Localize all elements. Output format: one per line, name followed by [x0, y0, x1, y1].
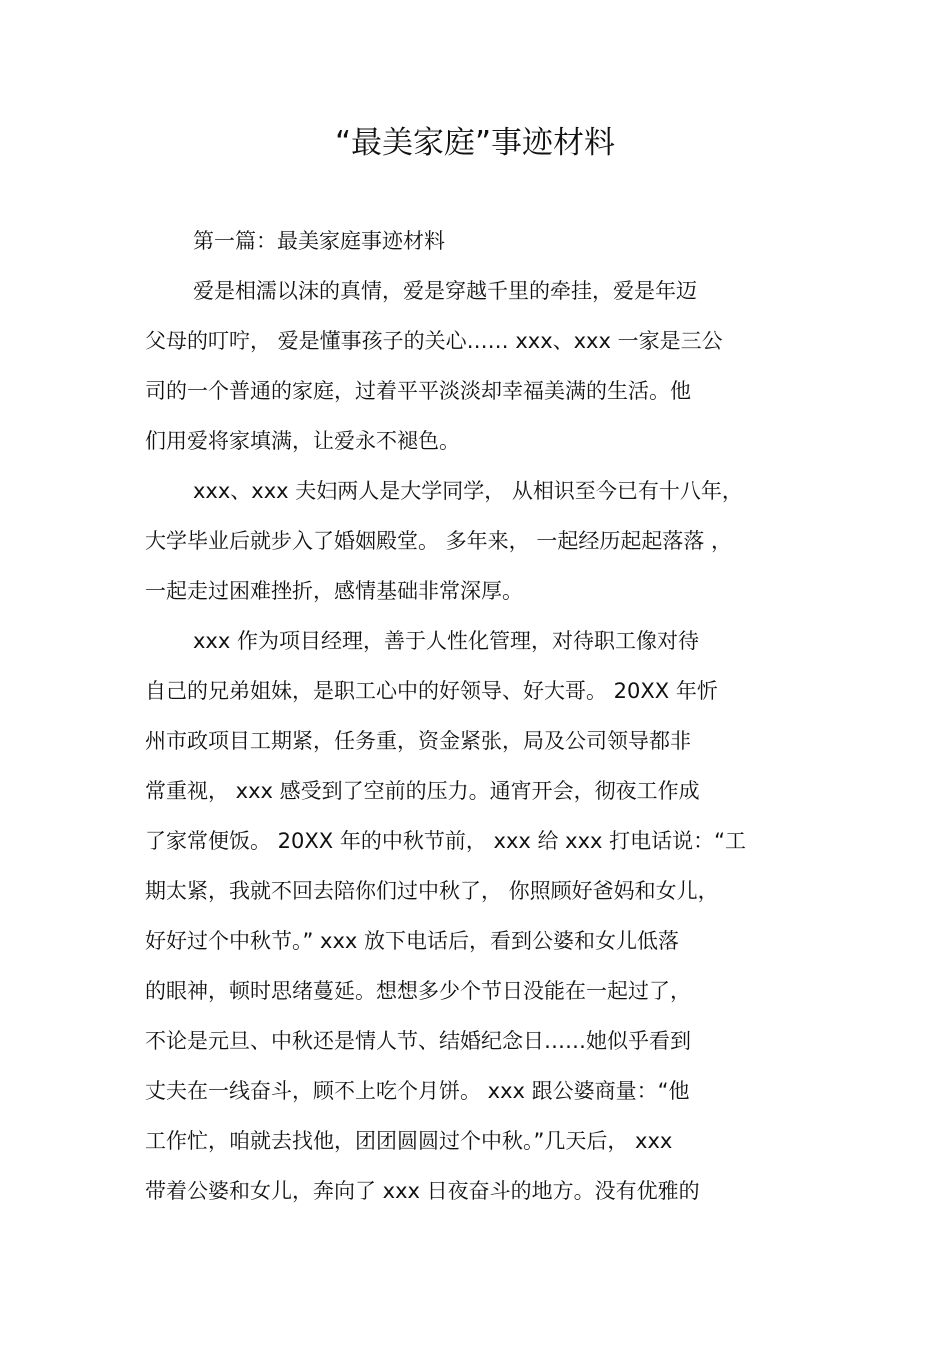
paragraph-line: 不论是元旦、中秋还是情人节、结婚纪念日……她似乎看到 — [145, 1029, 691, 1053]
paragraph-line: xxx、xxx 夫妇两人是大学同学， 从相识至今已有十八年， — [193, 479, 743, 503]
paragraph-line: 一起走过困难挫折，感情基础非常深厚。 — [145, 579, 523, 603]
paragraph-line: 的眼神，顿时思绪蔓延。想想多少个节日没能在一起过了， — [145, 979, 691, 1003]
paragraph-line: 司的一个普通的家庭，过着平平淡淡却幸福美满的生活。他 — [145, 379, 691, 403]
document-title: “最美家庭”事迹材料 — [334, 125, 616, 161]
paragraph-line: 丈夫在一线奋斗，顾不上吃个月饼。 xxx 跟公婆商量：“他 — [145, 1079, 690, 1103]
paragraph-line: 常重视， xxx 感受到了空前的压力。通宵开会，彻夜工作成 — [145, 779, 700, 803]
paragraph-line: 好好过个中秋节。” xxx 放下电话后，看到公婆和女儿低落 — [145, 929, 680, 953]
paragraph-line: 期太紧，我就不回去陪你们过中秋了， 你照顾好爸妈和女儿， — [145, 879, 719, 903]
paragraph-line: 们用爱将家填满，让爱永不褪色。 — [145, 429, 460, 453]
paragraph-line: 带着公婆和女儿，奔向了 xxx 日夜奋斗的地方。没有优雅的 — [145, 1179, 700, 1203]
paragraph-line: 自己的兄弟姐妹，是职工心中的好领导、好大哥。 20XX 年忻 — [145, 679, 718, 703]
paragraph-line: 大学毕业后就步入了婚姻殿堂。 多年来， 一起经历起起落落 ， — [145, 529, 733, 553]
paragraph-line: 父母的叮咛， 爱是懂事孩子的关心…… xxx、xxx 一家是三公 — [145, 329, 723, 353]
paragraph-line: 工作忙，咱就去找他，团团圆圆过个中秋。”几天后， xxx — [145, 1129, 673, 1153]
paragraph-line: 爱是相濡以沫的真情，爱是穿越千里的牵挂，爱是年迈 — [193, 279, 697, 303]
paragraph-line: 了家常便饭。 20XX 年的中秋节前， xxx 给 xxx 打电话说：“工 — [145, 829, 746, 853]
paragraph-line: 第一篇：最美家庭事迹材料 — [193, 229, 445, 253]
paragraph-line: xxx 作为项目经理，善于人性化管理，对待职工像对待 — [193, 629, 699, 653]
paragraph-line: 州市政项目工期紧，任务重，资金紧张，局及公司领导都非 — [145, 729, 691, 753]
